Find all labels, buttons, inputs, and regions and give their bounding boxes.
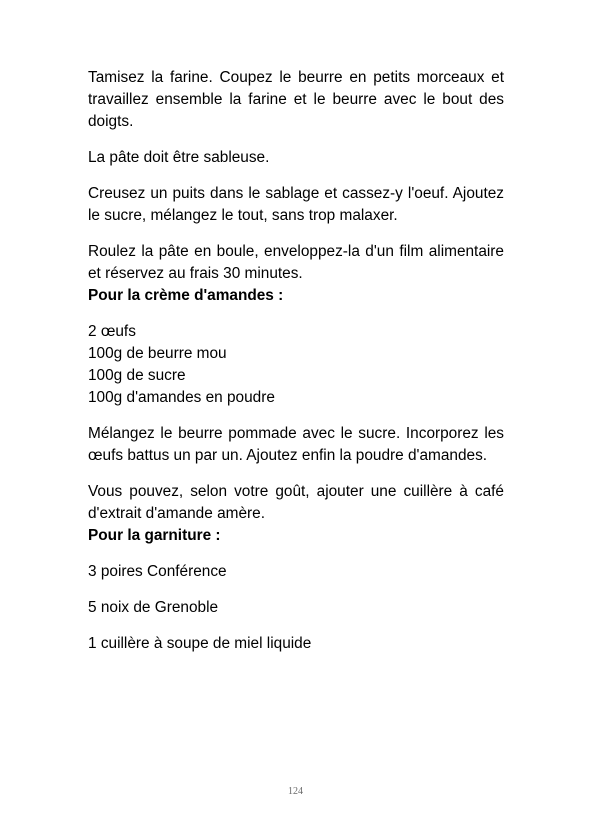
paragraph-roulez: Roulez la pâte en boule, enveloppez-la d'un film alimentaire et réservez au frais 30 minutes. bbox=[88, 243, 504, 282]
paragraph-melangez: Mélangez le beurre pommade avec le sucre. Incorporez les œufs battus un par un. Ajoutez enfin la poudre d'amandes. bbox=[88, 425, 504, 464]
ingredient-amandes: 100g d'amandes en poudre bbox=[88, 389, 275, 406]
heading-garniture: Pour la garniture : bbox=[88, 527, 221, 544]
ingredient-sucre: 100g de sucre bbox=[88, 367, 186, 384]
paragraph-pate-sableuse: La pâte doit être sableuse. bbox=[88, 149, 270, 166]
ingredient-miel: 1 cuillère à soupe de miel liquide bbox=[88, 635, 312, 652]
heading-creme-amandes: Pour la crème d'amandes : bbox=[88, 287, 284, 304]
ingredient-noix: 5 noix de Grenoble bbox=[88, 599, 219, 616]
page-number: 124 bbox=[288, 786, 303, 797]
ingredient-list-creme bbox=[88, 321, 504, 409]
page-content bbox=[88, 67, 504, 655]
ingredient-oeufs: 2 œufs bbox=[88, 323, 136, 340]
ingredient-poires: 3 poires Conférence bbox=[88, 563, 227, 580]
ingredient-beurre: 100g de beurre mou bbox=[88, 345, 227, 362]
paragraph-vous-pouvez: Vous pouvez, selon votre goût, ajouter une cuillère à café d'extrait d'amande amère. bbox=[88, 483, 504, 522]
paragraph-tamisez: Tamisez la farine. Coupez le beurre en petits morceaux et travaillez ensemble la farine et le beurre avec le bout des doigts. bbox=[88, 69, 504, 130]
paragraph-creusez: Creusez un puits dans le sablage et cassez-y l'oeuf. Ajoutez le sucre, mélangez le tout, sans trop malaxer. bbox=[88, 185, 504, 224]
